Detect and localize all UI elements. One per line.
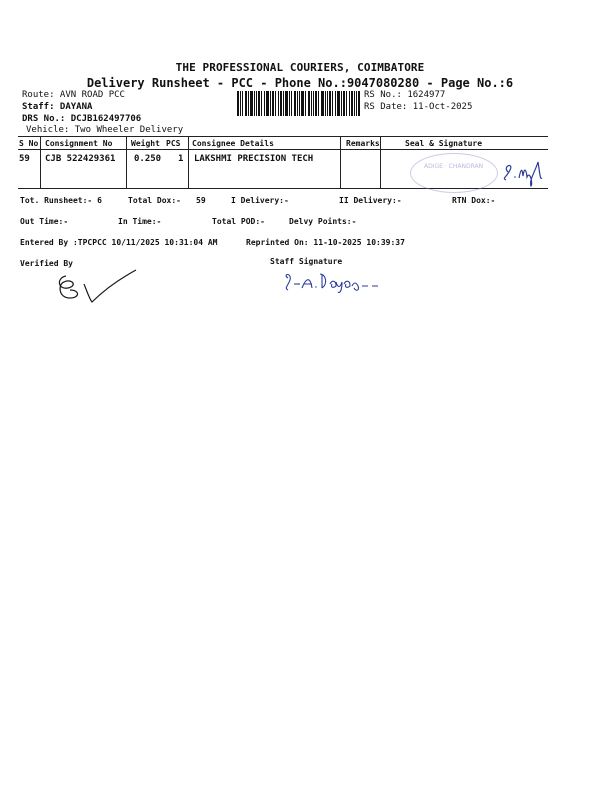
staff-signature-label: Staff Signature — [270, 257, 343, 266]
row-pcs: 1 — [178, 154, 184, 164]
verified-by-signature — [52, 268, 142, 308]
ii-delivery: II Delivery:- — [339, 196, 402, 205]
header-weight: Weight — [131, 139, 160, 148]
col-divider — [40, 137, 41, 189]
drs-number: DRS No.: DCJB162497706 — [22, 114, 142, 124]
barcode-image — [237, 91, 360, 116]
consignee-signature — [500, 150, 550, 190]
col-divider — [188, 137, 189, 189]
header-remarks: Remarks — [346, 139, 380, 148]
total-dox-value: 59 — [196, 196, 206, 205]
row-weight: 0.250 — [134, 154, 162, 164]
table-header-divider — [18, 149, 548, 150]
col-divider — [380, 137, 381, 189]
entered-by: Entered By :TPCPCC 10/11/2025 10:31:04 AM — [20, 238, 218, 247]
company-stamp — [410, 153, 498, 193]
company-title: THE PROFESSIONAL COURIERS, COIMBATORE — [175, 61, 425, 74]
rtn-dox: RTN Dox:- — [452, 196, 496, 205]
staff-text: Staff: DAYANA — [22, 102, 93, 112]
header-consignee: Consignee Details — [192, 139, 274, 148]
header-seal-signature: Seal & Signature — [405, 139, 483, 148]
row-consignee: LAKSHMI PRECISION TECH — [194, 154, 314, 164]
rs-number: RS No.: 1624977 — [364, 90, 446, 100]
row-consignment-no: CJB 522429361 — [45, 154, 116, 164]
runsheet-subtitle: Delivery Runsheet - PCC - Phone No.:9047080280 - Page No.:6 — [86, 76, 514, 90]
route-text: Route: AVN ROAD PCC — [22, 90, 125, 100]
header-pcs: PCS — [166, 139, 181, 148]
stamp-lettering: ADIGE · CHANDRAN — [424, 163, 484, 170]
rs-date: RS Date: 11-Oct-2025 — [364, 102, 473, 112]
out-time: Out Time:- — [20, 217, 69, 226]
col-divider — [126, 137, 127, 189]
verified-by-label: Verified By — [20, 259, 73, 268]
reprinted-on: Reprinted On: 11-10-2025 10:39:37 — [246, 238, 405, 247]
total-dox-label: Total Dox:- — [128, 196, 181, 205]
tot-runsheet: Tot. Runsheet:- 6 — [20, 196, 102, 205]
total-pod: Total POD:- — [212, 217, 265, 226]
row-sno: 59 — [19, 154, 30, 164]
header-sno: S No — [19, 139, 39, 148]
header-consignment: Consignment No — [45, 139, 113, 148]
delvy-points: Delvy Points:- — [289, 217, 357, 226]
i-delivery: I Delivery:- — [231, 196, 289, 205]
in-time: In Time:- — [118, 217, 162, 226]
staff-signature — [282, 268, 392, 296]
col-divider — [340, 137, 341, 189]
vehicle-text: Vehicle: Two Wheeler Delivery — [26, 125, 184, 135]
